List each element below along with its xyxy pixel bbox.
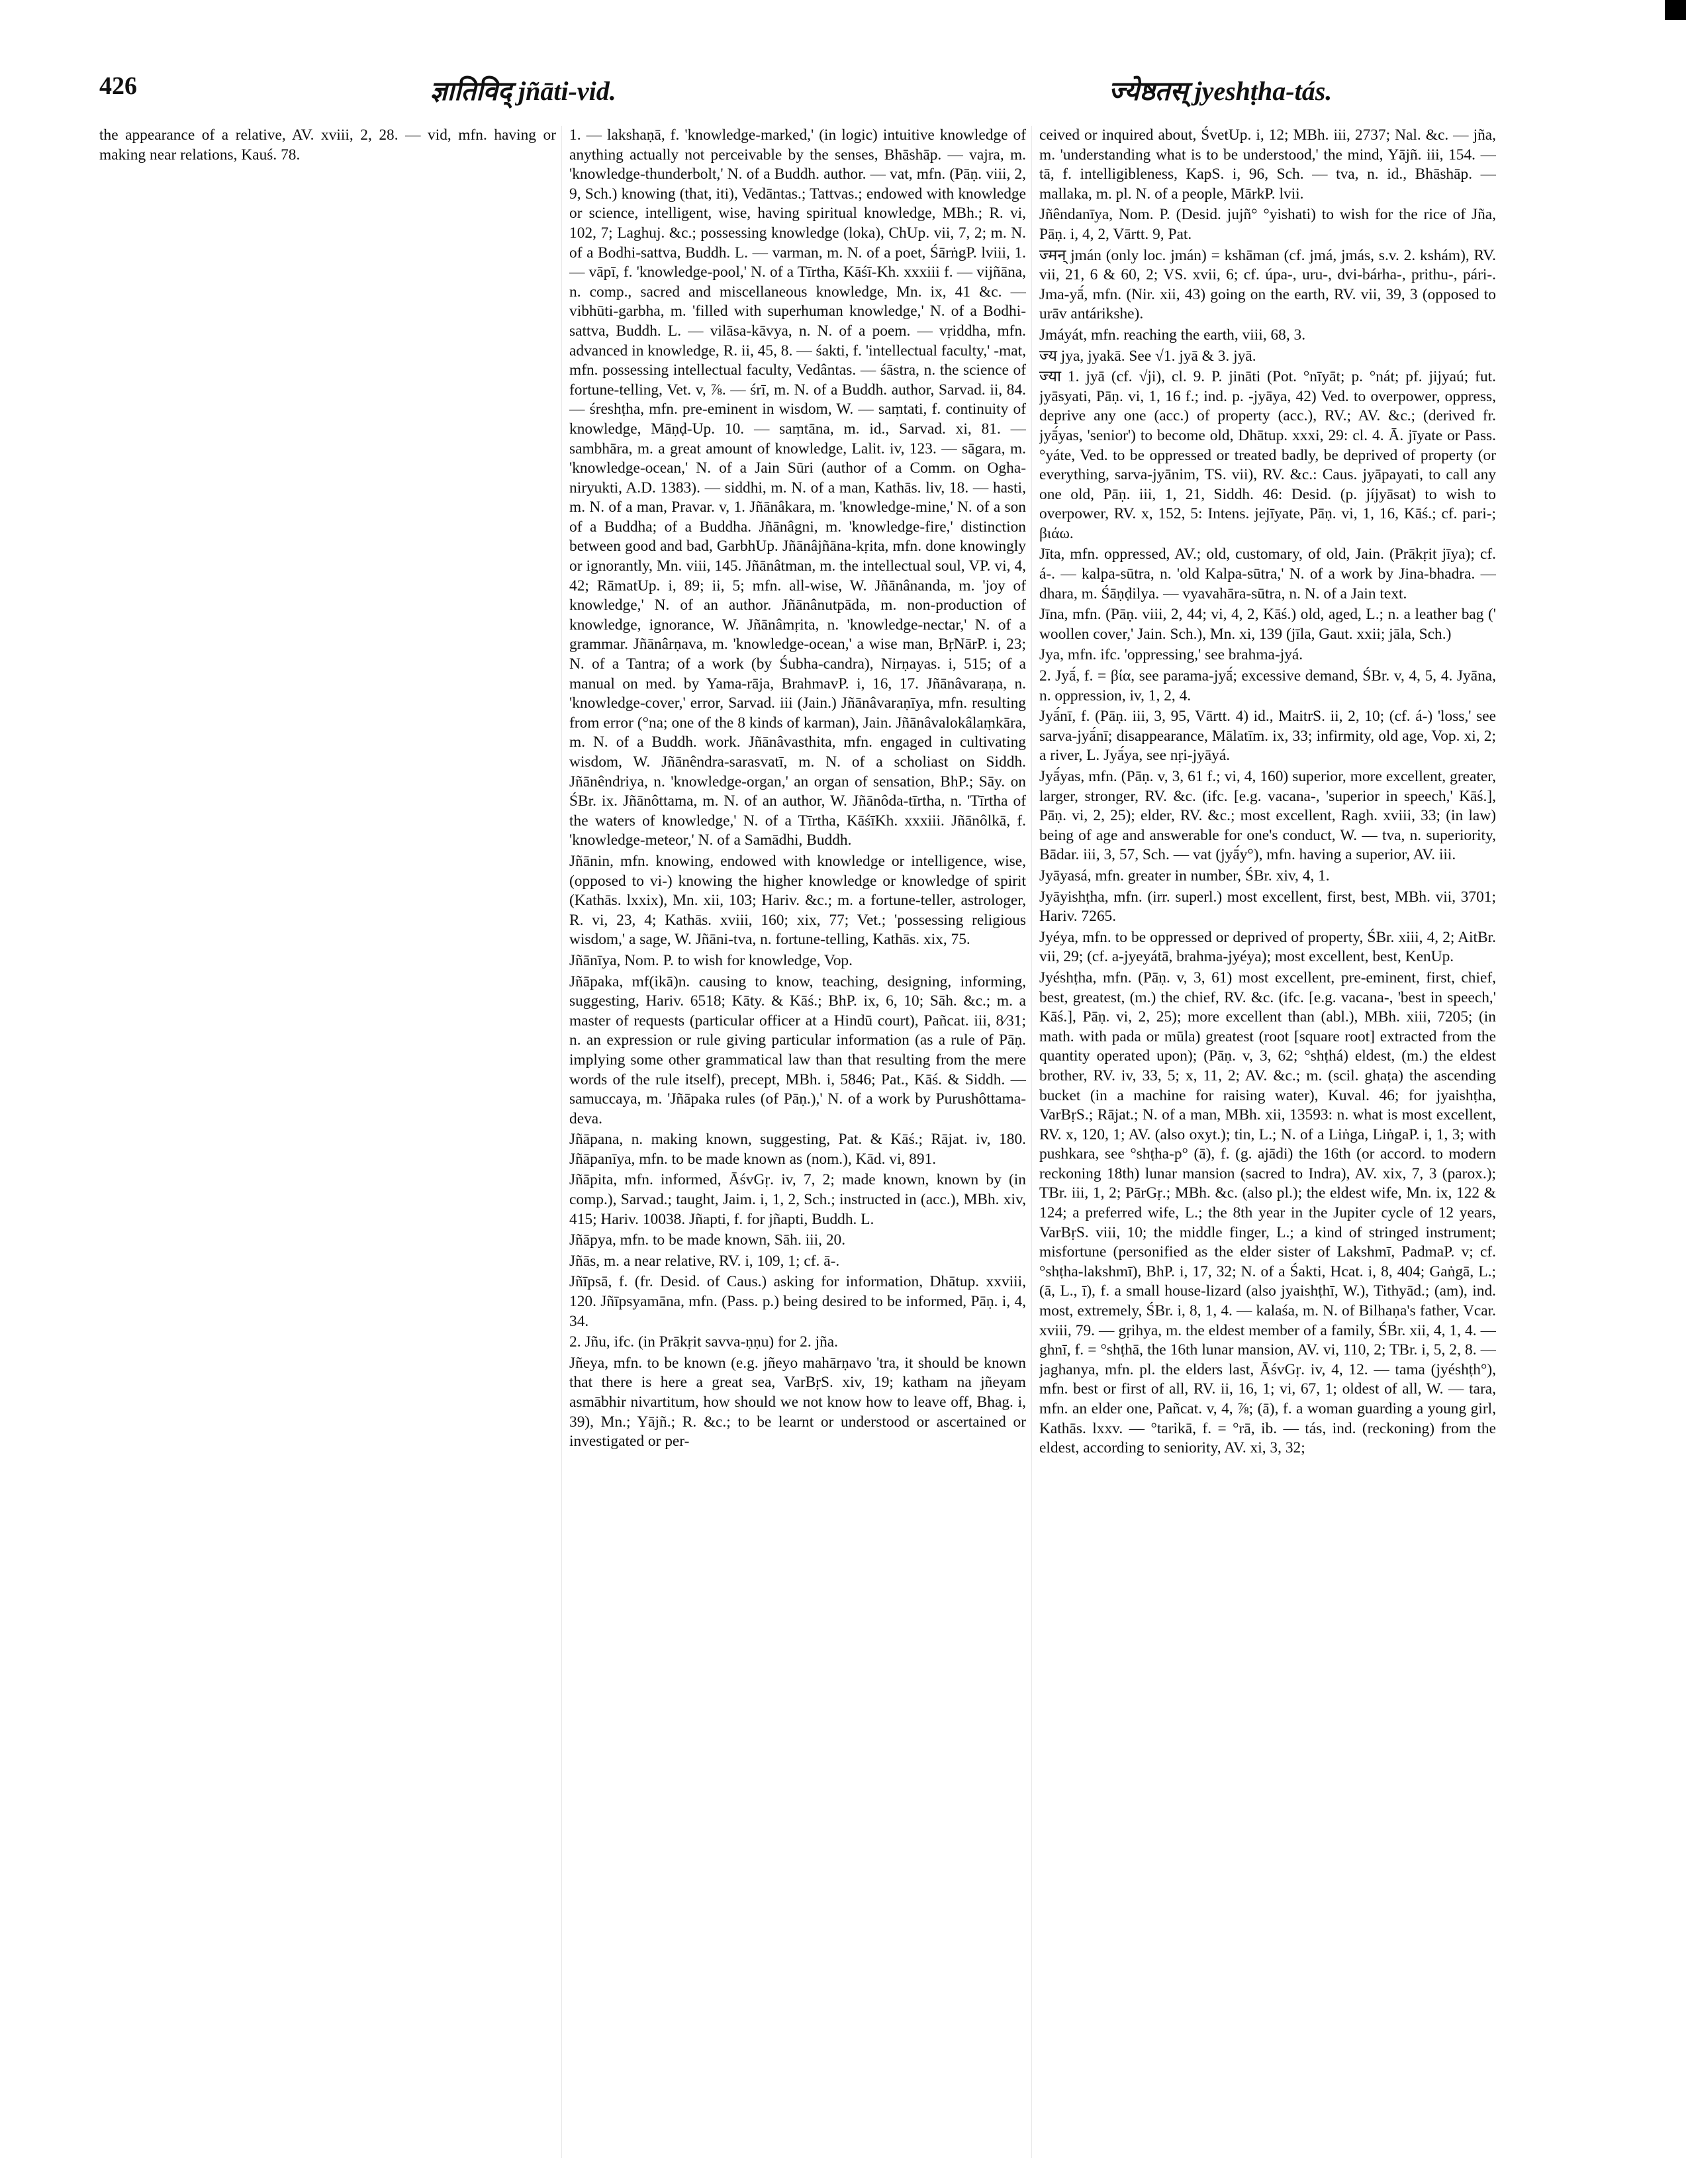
dictionary-column-1 — [99, 126, 556, 2158]
entry: Jīna, mfn. (Pāṇ. viii, 2, 44; vi, 4, 2, Kāś.) old, aged, L.; n. a leather bag (' woollen cover,' Jain. Sch.), Mn. xi, 139 (jīla, Gaut. xxii; jāla, Sch.) — [1039, 606, 1496, 643]
scan-edge-mark — [1665, 0, 1686, 20]
entry: Jñāpita, mfn. informed, ĀśvGṛ. iv, 7, 2; made known, known by (in comp.), Sarvad.; taught, Jaim. i, 1, 2, Sch.; instructed in (acc.), MBh. xiv, 415; Hariv. 10038. Jñapti, f. for jñapti, Buddh. L. — [569, 1171, 1026, 1228]
entry: Jyā́yas, mfn. (Pāṇ. v, 3, 61 f.; vi, 4, 160) superior, more excellent, greater, larger, stronger, RV. &c. (ifc. [e.g. vacana-, 'superior in speech,' Kāś.], Pāṇ. vi, 2, 25); elder, RV. &c.; most excellent, Ragh. xviii, 33; (in law) being of age and answerable for one's conduct, W. — tva, n. superiority, Bādar. iii, 3, 57, Sch. — vat (jyā́y°), mfn. having a superior, AV. iii. — [1039, 768, 1496, 864]
entry: 2. Jñu, ifc. (in Prākṛit savva-ṇṇu) for 2. jña. — [569, 1333, 838, 1351]
dictionary-column-2 — [569, 126, 1026, 2158]
dictionary-column-3 — [1039, 126, 1496, 2158]
entry: Jñīpsā, f. (fr. Desid. of Caus.) asking for information, Dhātup. xxviii, 120. Jñīpsyamāna, mfn. (Pass. p.) being desired to be informed, Pāṇ. i, 4, 34. — [569, 1273, 1026, 1330]
entry: Jyéshṭha, mfn. (Pāṇ. v, 3, 61) most excellent, pre-eminent, first, chief, best, greatest, (m.) the chief, RV. &c. (ifc. [e.g. vacana-, 'best in speech,' Kāś.], Pāṇ. vi, 2, 25); more excellent than (abl.), MBh. xiii, 7205; (in math. with pada or mūla) greatest (root [square root] extracted from the quantity operated upon); (Pāṇ. v, 3, 62; °shṭhá) eldest, (m.) the eldest brother, RV. iv, 33, 5; x, 11, 2; AV. &c.; m. (scil. ghaṭa) the ascending bucket (in a machine for raising water), Kuval. 46; for jyaishṭha, VarBṛS.; Rājat.; N. of a man, MBh. xii, 13593: n. what is most excellent, RV. x, 120, 1; AV. (also oxyt.); tin, L.; N. of a Liṅga, LiṅgaP. i, 1, 3; with pushkara, see °shṭha-p° (ā), f. (g. ajādi) the 16th (or accord. to modern reckoning 18th) lunar mansion (sacred to Indra), AV. xix, 7, 3 (parox.); TBr. iii, 1, 2; PārGṛ.; MBh. &c. (also pl.); the eldest wife, Mn. ix, 122 & 124; a preferred wife, L.; the 8th year in the Jupiter cycle of 12 years, VarBṛS. viii, 10; the middle finger, L.; a kind of stringed instrument; misfortune (personified as the elder sister of Lakshmī, PadmaP. v; cf. °shṭha-lakshmī), BhP. i, 17, 32; N. of a Śakti, Hcat. i, 8, 404; Gaṅgā, L.; (ā, L., ī), f. a small house-lizard (also jyaishṭhī, W.), Tithyād.; (am), ind. most, extremely, ŚBr. i, 8, 1, 4. — kalaśa, m. N. of Bilhaṇa's father, Vcar. xviii, 79. — gṛihya, m. the eldest member of a family, ŚBr. xii, 4, 1, 4. — ghnī, f. = °shṭhā, the 16th lunar mansion, AV. vi, 110, 2; TBr. i, 5, 2, 8. — jaghanya, mfn. pl. the elders last, ĀśvGṛ. iv, 4, 12. — tama (jyéshṭh°), mfn. best or first of all, RV. ii, 16, 1; vi, 67, 1; oldest of all, W. — tara, mfn. an elder one, Pañcat. v, 4, ⅞; (ā), f. a woman guarding a young girl, Kathās. lxxv. — °tarikā, f. = °rā, ib. — tás, ind. (reckoning) from the eldest, according to seniority, AV. xi, 3, 32; — [1039, 969, 1496, 1457]
entry: Jñāpya, mfn. to be made known, Sāh. iii, 20. — [569, 1231, 846, 1249]
left-running-head: ज्ञातिविद् jñāti-vid. — [430, 76, 616, 106]
page-header — [99, 71, 1575, 118]
entry: Jñāpaka, mf(ikā)n. causing to know, teaching, designing, informing, suggesting, Hariv. 6518; Kāty. & Kāś.; BhP. ix, 6, 10; Sāh. &c.; m. a master of requests (particular officer at a Hindū court), Pañcat. iii, 8⁄31; n. an expression or rule giving particular information (as a rule of Pāṇ. implying some other grammatical law than that resulting from the mere words of the rule itself), precept, MBh. i, 5846; Pat., Kāś. & Siddh. — samuccaya, m. 'Jñāpaka rules (of Pāṇ.),' N. of a work by Purushôttama-deva. — [569, 973, 1026, 1127]
entry: Jñānīya, Nom. P. to wish for knowledge, Vop. — [569, 951, 853, 969]
entry: Jīta, mfn. oppressed, AV.; old, customary, of old, Jain. (Prākṛit jīya); cf. á-. — kalpa-sūtra, n. 'old Kalpa-sūtra,' N. of a work by Jina-bhadra. — dhara, m. Śāṇḍilya. — vyavahāra-sūtra, n. N. of a Jain text. — [1039, 546, 1496, 602]
entry: Jñāpana, n. making known, suggesting, Pat. & Kāś.; Rājat. iv, 180. Jñāpanīya, mfn. to be made known as (nom.), Kād. vi, 891. — [569, 1131, 1026, 1168]
entry: Jñānin, mfn. knowing, endowed with knowledge or intelligence, wise, (opposed to vi-) knowing the higher knowledge or knowledge of spirit (Kathās. lxxix), Mn. xii, 103; Hariv. &c.; m. a fortune-teller, astrologer, R. vi, 23, 4; Kathās. xviii, 160; xix, 77; Vet.; 'possessing religious wisdom,' a sage, W. Jñāni-tva, n. fortune-telling, Kathās. xix, 75. — [569, 852, 1026, 949]
entry: ज्या 1. jyā (cf. √ji), cl. 9. P. jināti (Pot. °nīyāt; p. °nát; pf. jijyaú; fut. jyāsyati, Pāṇ. vi, 1, 16 f.; ind. p. -jyāya, 42) Ved. to overpower, oppress, deprive any one (acc.) of property (acc.), RV.; AV. &c.; (derived fr. jyā́yas, 'senior') to become old, Dhātup. xxxi, 29: cl. 4. Ā. jīyate or Pass. °yáte, Ved. to be oppressed or treated badly, be deprived of property (or everything, sarva-jyānim, TS. vii), RV. &c.: Caus. jyāpayati, to call any one old, Pāṇ. iii, 1, 21, Siddh. 46: Desid. (p. jíjyāsat) to wish to overpower, RV. x, 152, 5: Intens. jejīyate, Pāṇ. vi, 1, 16, Kāś.; cf. pari-; βιάω. — [1039, 368, 1496, 542]
entry: ज्य jya, jyakā. See √1. jyā & 3. jyā. — [1039, 347, 1256, 365]
column-divider — [1031, 126, 1032, 2158]
column-divider — [561, 126, 562, 2158]
entry: Jñās, m. a near relative, RV. i, 109, 1; cf. ā-. — [569, 1252, 840, 1270]
right-running-head: ज्येष्ठतस् jyeshṭha-tás. — [1109, 76, 1333, 106]
entry: ज्मन् jmán (only loc. jmán) = kshāman (cf. jmá, jmás, s.v. 2. kshám), RV. vii, 21, 6 & 60, 2; VS. xvii, 6; cf. úpa-, uru-, dvi-bárha-, prithu-, pári-. Jma-yā́, mfn. (Nir. xii, 43) going on the earth, RV. vii, 39, 3 (opposed to urāv antárikshe). — [1039, 246, 1496, 323]
page-number: 426 — [99, 72, 137, 100]
entry: Jya, mfn. ifc. 'oppressing,' see brahma-jyá. — [1039, 646, 1303, 664]
entry: Jyāyasá, mfn. greater in number, ŚBr. xiv, 4, 1. — [1039, 867, 1330, 884]
entry: the appearance of a relative, AV. xviii, 2, 28. — vid, mfn. having or making near relations, Kauś. 78. — [99, 126, 556, 164]
entry: 1. — lakshaṇā, f. 'knowledge-marked,' (in logic) intuitive knowledge of anything actually not perceivable by the senses, Bhāshāp. — vajra, m. 'knowledge-thunderbolt,' N. of a Buddh. author. — vat, mfn. (Pāṇ. viii, 2, 9, Sch.) knowing (that, iti), Vedāntas.; Tattvas.; endowed with knowledge or science, intelligent, wise, having spiritual knowledge, MBh.; R. vi, 102, 7; Laghuj. &c.; possessing knowledge (loka), ChUp. vii, 7, 2; m. N. of a Bodhi-sattva, Buddh. L. — varman, m. N. of a poet, ŚārṅgP. lviii, 1. — vāpī, f. 'knowledge-pool,' N. of a Tīrtha, Kāśī-Kh. xxxiii f. — vijñāna, n. comp., sacred and miscellaneous knowledge, Mn. ix, 41 &c. — vibhūti-garbha, m. 'filled with superhuman knowledge,' N. of a Bodhi-sattva, Buddh. L. — vilāsa-kāvya, n. N. of a poem. — vṛiddha, mfn. advanced in knowledge, R. ii, 45, 8. — śakti, f. 'intellectual faculty,' -mat, mfn. possessing intellectual faculty, Vedântas. — śāstra, n. the science of fortune-telling, Vet. v, ⅞. — śrī, m. N. of a Buddh. author, Sarvad. ii, 84. — śreshṭha, mfn. pre-eminent in wisdom, W. — saṃtati, f. continuity of knowledge, Māṇḍ-Up. 10. — saṃtāna, m. id., Sarvad. xi, 81. — sambhāra, m. a great amount of knowledge, Lalit. iv, 123. — sāgara, m. 'knowledge-ocean,' N. of a Jain Sūri (author of a Comm. on Ogha-niryukti, A.D. 1383). — siddhi, m. N. of a man, Kathās. liv, 18. — hasti, m. N. of a man, Pravar. v, 1. Jñānâkara, m. 'knowledge-mine,' N. of a son of a Buddha; of a Buddha. Jñānâgni, m. 'knowledge-fire,' distinction between good and bad, GarbhUp. Jñānâjñāna-kṛita, mfn. done knowingly or ignorantly, Mn. viii, 145. Jñānâtman, m. the intellectual soul, VP. vi, 4, 42; RāmatUp. i, 89; ii, 5; mfn. all-wise, W. Jñānânanda, m. 'joy of knowledge,' N. of an author. Jñānânutpāda, m. non-production of knowledge, ignorance, W. Jñānâmṛita, n. 'knowledge-nectar,' N. of a grammar. Jñānârṇava, m. 'knowledge-ocean,' a wise man, BṛNārP. i, 23; N. of a Tantra; of a work (by Śubha-candra), Nirṇayas. i, 515; of a manual on med. by Yama-rāja, BrahmavP. i, 16, 17. Jñānâvaraṇa, n. 'knowledge-cover,' error, Sarvad. iii (Jain.) Jñānâvaraṇīya, mfn. resulting from error (°na; one of the 8 kinds of karman), Jain. Jñānâvalokâlaṃkāra, m. N. of a Buddh. work. Jñānâvasthita, mfn. engaged in cultivating wisdom, W. Jñānêndra-sarasvatī, m. N. of a scholiast on Siddh. Jñānêndriya, n. 'knowledge-organ,' an organ of sensation, BhP.; Sāy. on ŚBr. ix. Jñānôttama, m. N. of an author, W. Jñānôda-tīrtha, n. 'Tīrtha of the waters of knowledge,' N. of a Tīrtha, KāśīKh. xxxiii. Jñānôlkā, f. 'knowledge-meteor,' N. of a Samādhi, Buddh. — [569, 126, 1026, 849]
entry: Jñêndanīya, Nom. P. (Desid. jujñ° °yishati) to wish for the rice of Jña, Pāṇ. i, 4, 2, Vārtt. 9, Pat. — [1039, 206, 1496, 243]
entry: 2. Jyā́, f. = βία, see parama-jyā́; excessive demand, ŚBr. v, 4, 5, 4. Jyāna, n. oppression, iv, 1, 2, 4. — [1039, 667, 1496, 704]
entry: Jyāyishṭha, mfn. (irr. superl.) most excellent, first, best, MBh. vii, 3701; Hariv. 7265. — [1039, 888, 1496, 926]
entry: ceived or inquired about, ŚvetUp. i, 12; MBh. iii, 2737; Nal. &c. — jña, m. 'understanding what is to be understood,' the mind, Yājñ. iii, 154. — tā, f. intelligibleness, KapS. i, 96, Sch. — tva, n. id., Bhāshāp. — mallaka, m. pl. N. of a people, MārkP. lvii. — [1039, 126, 1496, 203]
entry: Jyéya, mfn. to be oppressed or deprived of property, ŚBr. xiii, 4, 2; AitBr. vii, 29; (cf. a-jyeyátā, brahma-jyéya); most excellent, best, KenUp. — [1039, 928, 1496, 966]
entry: Jmáyát, mfn. reaching the earth, viii, 68, 3. — [1039, 326, 1306, 344]
entry: Jyā́nī, f. (Pāṇ. iii, 3, 95, Vārtt. 4) id., MaitrS. ii, 2, 10; (cf. á-) 'loss,' see sarva-jyā́nī; disappearance, Mālatīm. ix, 33; infirmity, old age, Vop. xi, 2; a river, L. Jyā́ya, see nṛi-jyāyá. — [1039, 708, 1496, 765]
entry: Jñeya, mfn. to be known (e.g. jñeyo mahārṇavo 'tra, it should be known that there is here a great sea, VarBṛS. xiv, 19; katham na jñeyam asmābhir nivartitum, how should we not know how to leave off, Bhag. i, 39), Mn.; Yājñ.; R. &c.; to be learnt or understood or ascertained or investigated or per- — [569, 1354, 1026, 1450]
